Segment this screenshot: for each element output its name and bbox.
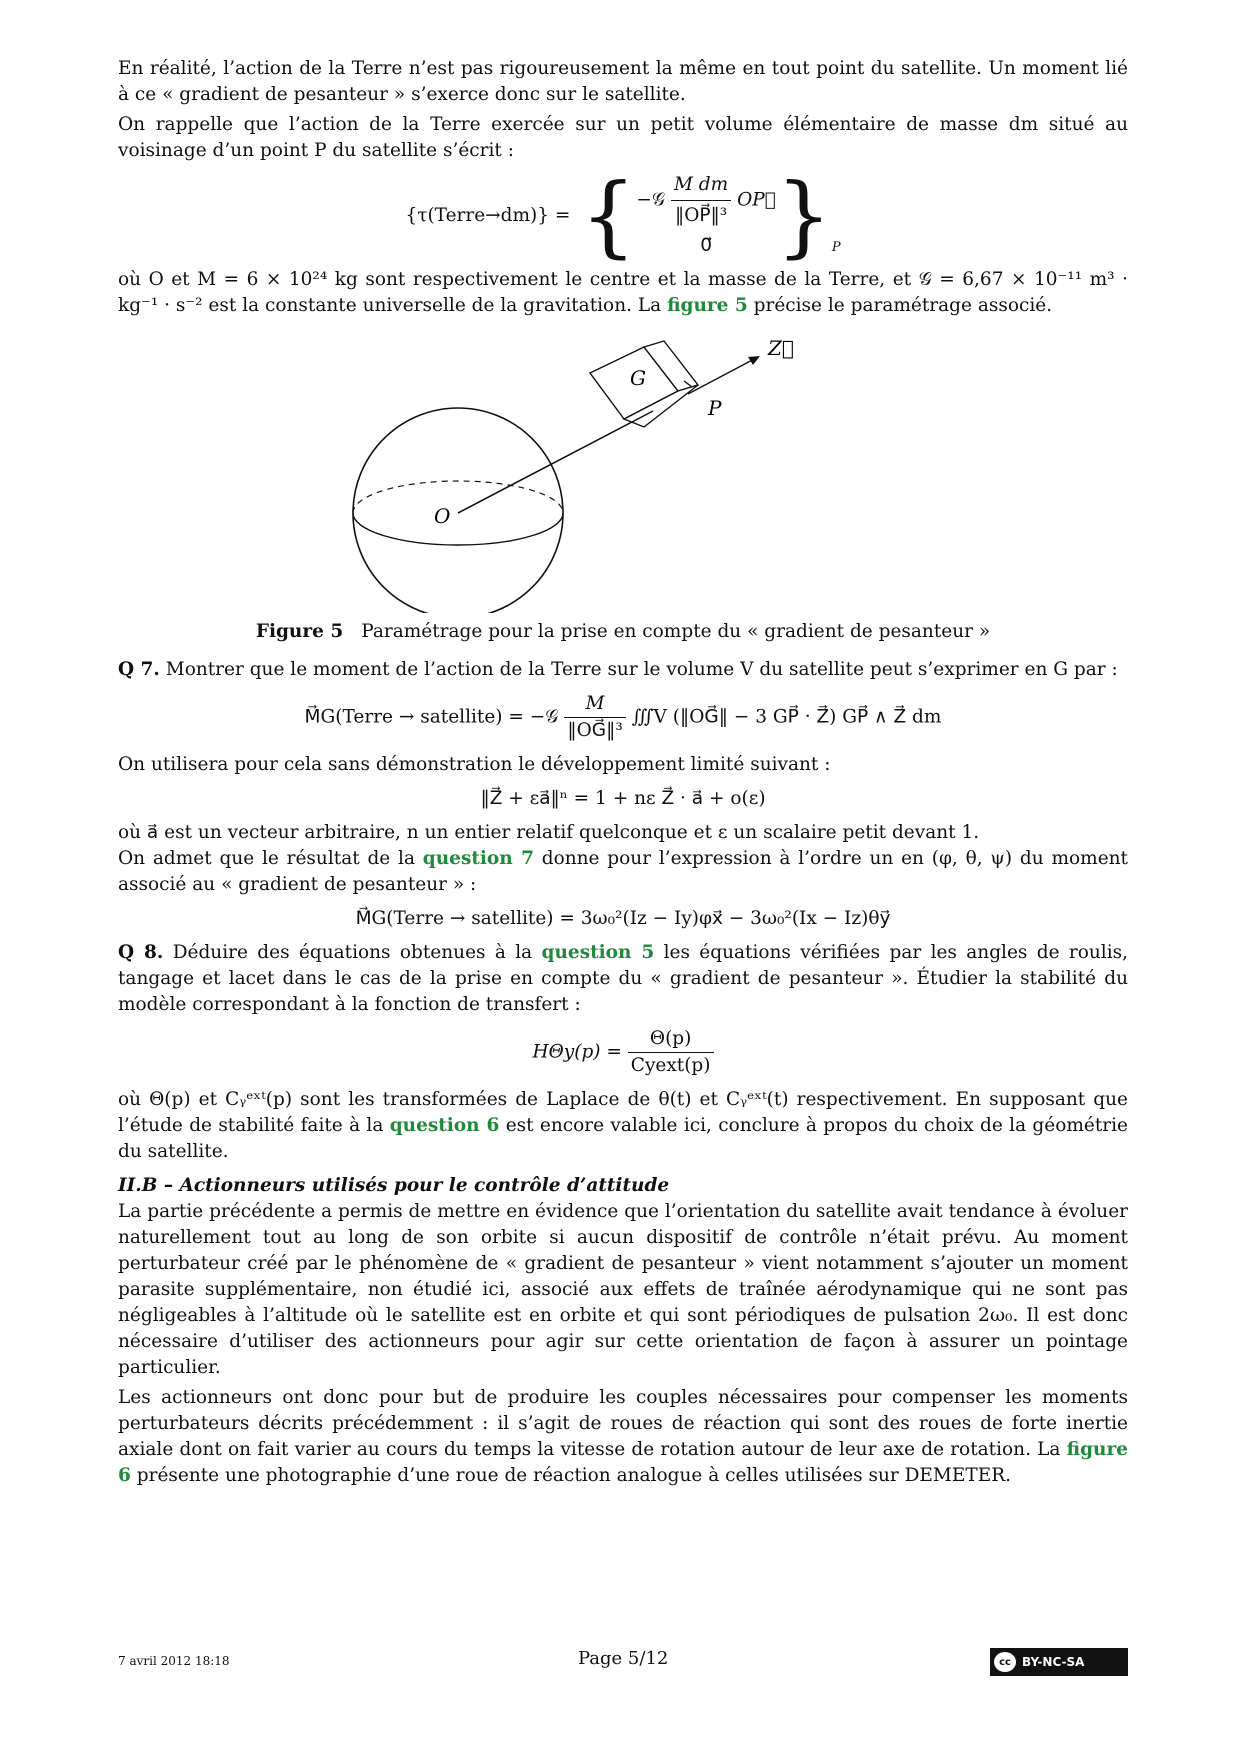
torseur-post: OP⃗	[737, 189, 776, 211]
figure-5-diagram	[118, 323, 1128, 613]
page-content	[118, 56, 1128, 1489]
moment-order-one-equation: M⃗G(Terre → satellite) = 3ω₀²(Iz − Iy)φx⃗ − 3ω₀²(Ix − Iz)θy⃗	[355, 908, 891, 929]
equator-front	[353, 513, 563, 545]
figure-5-caption	[118, 619, 1128, 645]
footer-date: 7 avril 2012 18:18	[118, 1654, 230, 1668]
torseur-pre: −𝒢	[636, 189, 666, 211]
caption-number: Figure 5	[255, 621, 344, 642]
caption-text: Paramétrage pour la prise en compte du « gradient de pesanteur »	[361, 621, 991, 642]
section-paragraph-1: La partie précédente a permis de mettre en évidence que l’orientation du satellite avait tendance à évoluer naturellement tout au long de son orbite si aucun dispositif de contrôle n’était prévu. Au moment perturbateur créé par le phénomène de « gradient de pesanteur » vient notamment s’ajouter un moment parasite supplémentaire, non étudié ici, associé aux effets de traînée aérodynamique qui ne sont pas négligeables à l’altitude où le satellite est en orbite et qui sont périodiques de pulsation 2ω₀. Il est donc nécessaire d’utiliser des actionneurs pour agir sur cette orientation de façon à assurer un pointage particulier.	[118, 1201, 1128, 1378]
after-transfer-text: où Θ(p) et Cᵧᵉˣᵗ(p) sont les transformées de Laplace de θ(t) et Cᵧᵉˣᵗ(t) respectivement. En supposant que l’étude de stabilité faite à la question 6 est encore valable ici, conclure à propos du choix de la géométrie du satellite.	[118, 1089, 1128, 1162]
where-text: où a⃗ est un vecteur arbitraire, n un entier relatif quelconque et ε un scalaire petit devant 1.	[118, 822, 980, 843]
section-paragraph-2: Les actionneurs ont donc pour but de produire les couples nécessaires pour compenser les moments perturbateurs décrits précédemment : il s’agit de roues de réaction qui sont des roues de forte inertie axiale dont on fait varier au cours du temps la vitesse de rotation autour de leur axe de rotation. La figure 6 présente une photographie d’une roue de réaction analogue à celles utilisées sur DEMETER.	[118, 1387, 1128, 1486]
equator-back	[353, 481, 563, 513]
dl-equation: ‖Z⃗ + εa⃗‖ⁿ = 1 + nε Z⃗ · a⃗ + o(ε)	[480, 788, 766, 809]
z-axis-line	[688, 357, 758, 394]
paragraph-1: En réalité, l’action de la Terre n’est pas rigoureusement la même en tout point du satellite. Un moment lié à ce « gradient de pesanteur » s’exerce donc sur le satellite.	[118, 58, 1128, 105]
license-badge[interactable]: cc BY-NC-SA	[990, 1648, 1128, 1676]
torseur-sub: P	[831, 240, 841, 255]
torseur-den: ‖OP⃗‖³	[674, 205, 728, 226]
figure-5-link[interactable]: figure 5	[667, 295, 748, 316]
question-6-link[interactable]: question 6	[389, 1115, 500, 1136]
dl-intro: On utilisera pour cela sans démonstration le développement limité suivant :	[118, 754, 831, 775]
label-o: O	[434, 504, 451, 528]
figure-6-link[interactable]: figure 6	[118, 1439, 1128, 1486]
torseur-num: M dm	[671, 170, 731, 201]
torseur-lhs: {τ(Terre→dm)} =	[405, 204, 571, 226]
label-p: P	[708, 396, 722, 420]
earth-sphere	[353, 408, 563, 613]
paragraph-2: On rappelle que l’action de la Terre exercée sur un petit volume élémentaire de masse dm situé au voisinage d’un point P du satellite s’écrit :	[118, 114, 1128, 161]
question-8: Q 8. Déduire des équations obtenues à la question 5 les équations vérifiées par les angles de roulis, tangage et lacet dans le cas de la prise en compte du « gradient de pesanteur ». Étudier la stabilité du modèle correspondant à la fonction de transfert :	[118, 942, 1128, 1015]
page-number: Page 5/12	[578, 1648, 669, 1669]
z-arrowhead	[748, 356, 760, 365]
admet-text: On admet que le résultat de la question 7 donne pour l’expression à l’ordre un en (φ, θ, ψ) du moment associé au « gradient de pesanteur » :	[118, 848, 1128, 895]
page-footer	[118, 1648, 1128, 1678]
cc-logo-icon: cc	[994, 1652, 1016, 1672]
moment-equation: M⃗G(Terre → satellite) = −𝒢 $\frac{M}{\text{‖OG⃗‖³}}$ ∭V (‖OG⃗‖ − 3 GP⃗ · Z⃗) GP⃗ ∧ Z⃗ dm	[304, 693, 942, 741]
torseur-equation: {τ(Terre→dm)} = { −𝒢 $\frac{\text{M dm}}{\text{‖OP⃗‖³}}$ OP⃗ 0⃗ } P	[405, 163, 841, 267]
label-z: Z⃗	[768, 336, 794, 360]
question-7-link[interactable]: question 7	[422, 848, 534, 869]
torseur-zero: 0⃗	[700, 235, 712, 256]
transfer-function: HΘy(p) = $\frac{\Theta(p)}{\text{Cyext(p)}}$	[118, 1026, 1128, 1079]
section-title: II.B – Actionneurs utilisés pour le contrôle d’attitude	[118, 1175, 670, 1196]
label-g: G	[630, 366, 646, 390]
paragraph-3: où O et M = 6 × 10²⁴ kg sont respectivement le centre et la masse de la Terre, et 𝒢 = 6,67 × 10⁻¹¹ m³ · kg⁻¹ · s⁻² est la constante universelle de la gravitation. La figure 5 précise le paramétrage associé.	[118, 269, 1128, 316]
question-5-link[interactable]: question 5	[541, 942, 655, 963]
question-7: Q 7. Montrer que le moment de l’action de la Terre sur le volume V du satellite peut s’exprimer en G par :	[118, 659, 1118, 680]
